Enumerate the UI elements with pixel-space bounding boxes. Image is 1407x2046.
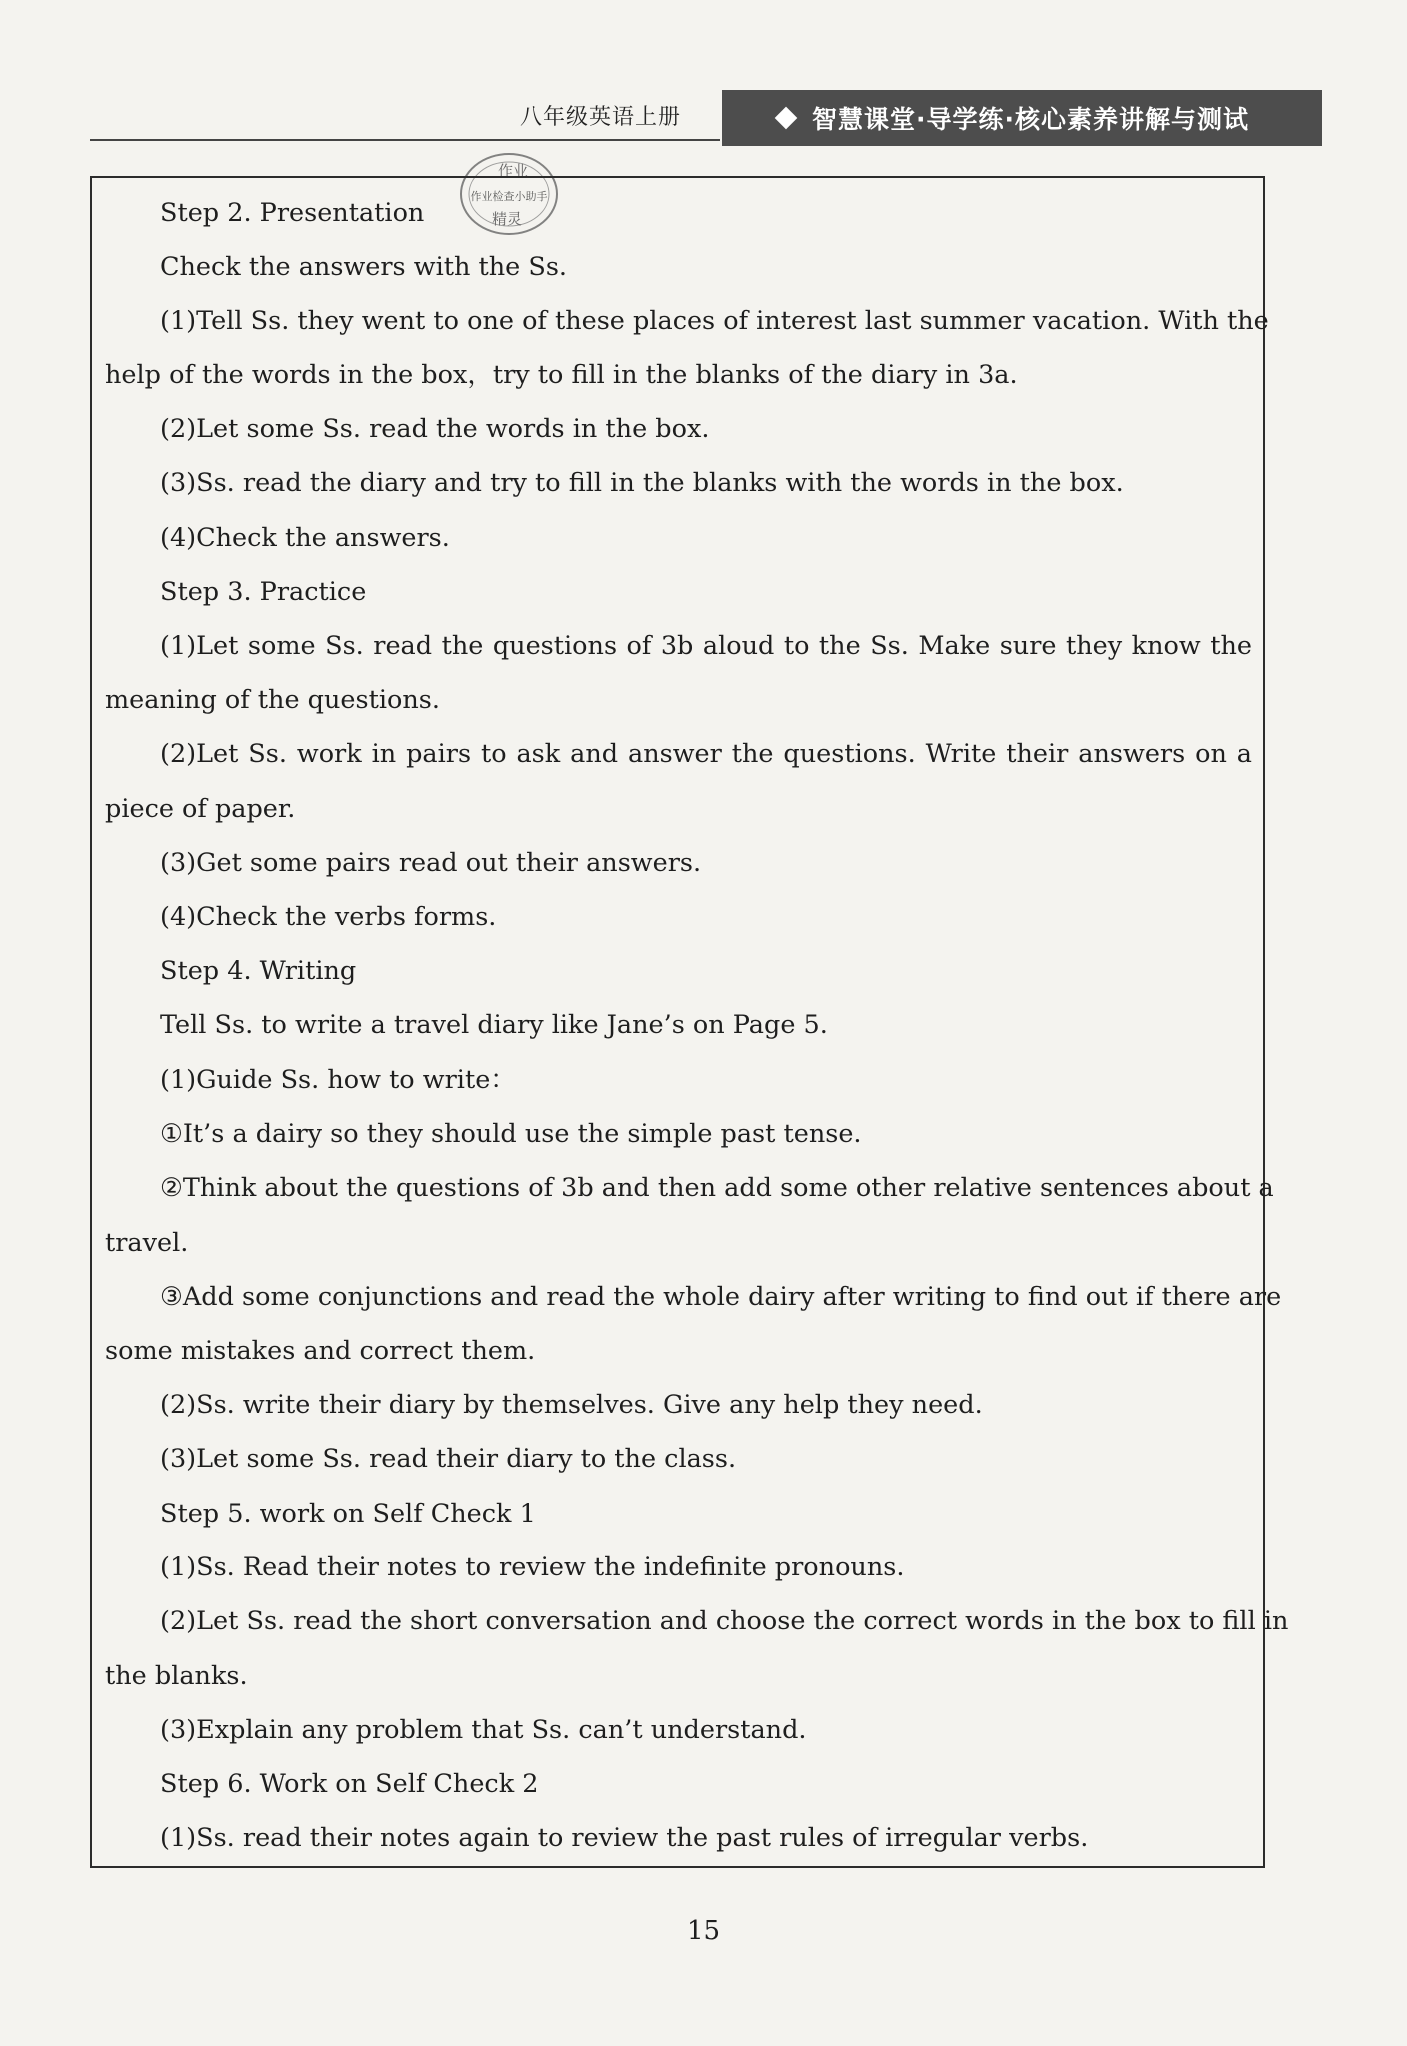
stamp-text-middle: 作业检查小助手 <box>470 190 548 203</box>
text-line: (2)Ss. write their diary by themselves. Give any help they need. <box>160 1390 983 1420</box>
book-title: 八年级英语上册 <box>520 105 682 130</box>
stamp-text-top: 作业 <box>497 162 529 180</box>
text-line: the blanks. <box>105 1661 248 1691</box>
text-line: travel. <box>105 1228 189 1258</box>
text-line: meaning of the questions. <box>105 685 440 715</box>
text-line: (3)Let some Ss. read their diary to the class. <box>160 1444 737 1474</box>
text-line: ①It’s a dairy so they should use the simple past tense. <box>160 1119 862 1149</box>
text-line: (3)Ss. read the diary and try to fill in the blanks with the words in the box. <box>160 468 1124 498</box>
page-number: 15 <box>686 1916 721 1946</box>
step-heading: Step 4. Writing <box>160 956 357 986</box>
text-line: Check the answers with the Ss. <box>160 252 568 282</box>
text-line: piece of paper. <box>105 794 296 824</box>
step-heading: Step 2. Presentation <box>160 198 425 228</box>
text-line: (2)Let Ss. work in pairs to ask and answer the questions. Write their answers on a <box>160 739 1252 769</box>
header-rule <box>90 139 720 141</box>
text-line: (3)Explain any problem that Ss. can’t understand. <box>160 1715 807 1745</box>
text-line: (1)Tell Ss. they went to one of these places of interest last summer vacation. With the <box>160 306 1269 336</box>
text-line: (2)Let Ss. read the short conversation and choose the correct words in the box to fill in <box>160 1606 1289 1636</box>
step-heading: Step 3. Practice <box>160 577 367 607</box>
text-line: (1)Ss. Read their notes to review the indefinite pronouns. <box>160 1552 905 1582</box>
text-line: (4)Check the answers. <box>160 523 450 553</box>
text-line: Tell Ss. to write a travel diary like Jane’s on Page 5. <box>160 1010 828 1040</box>
text-line: ③Add some conjunctions and read the whole dairy after writing to find out if there are <box>160 1282 1282 1312</box>
stamp-text-bottom: 精灵 <box>491 210 523 228</box>
series-banner <box>722 90 1322 146</box>
step-heading: Step 6. Work on Self Check 2 <box>160 1769 539 1799</box>
text-line: help of the words in the box，try to fill in the blanks of the diary in 3a. <box>105 360 1018 390</box>
step-heading: Step 5. work on Self Check 1 <box>160 1499 536 1529</box>
text-line: (2)Let some Ss. read the words in the box. <box>160 414 710 444</box>
text-line: (4)Check the verbs forms. <box>160 902 497 932</box>
text-line: (1)Guide Ss. how to write： <box>160 1065 516 1095</box>
text-line: (1)Let some Ss. read the questions of 3b aloud to the Ss. Make sure they know the <box>160 631 1252 661</box>
diamond-icon <box>775 107 798 130</box>
text-line: (3)Get some pairs read out their answers. <box>160 848 702 878</box>
text-line: (1)Ss. read their notes again to review the past rules of irregular verbs. <box>160 1823 1089 1853</box>
text-line: ②Think about the questions of 3b and then add some other relative sentences about a <box>160 1173 1274 1203</box>
text-line: some mistakes and correct them. <box>105 1336 536 1366</box>
series-title: 智慧课堂·导学练·核心素养讲解与测试 <box>812 105 1249 134</box>
